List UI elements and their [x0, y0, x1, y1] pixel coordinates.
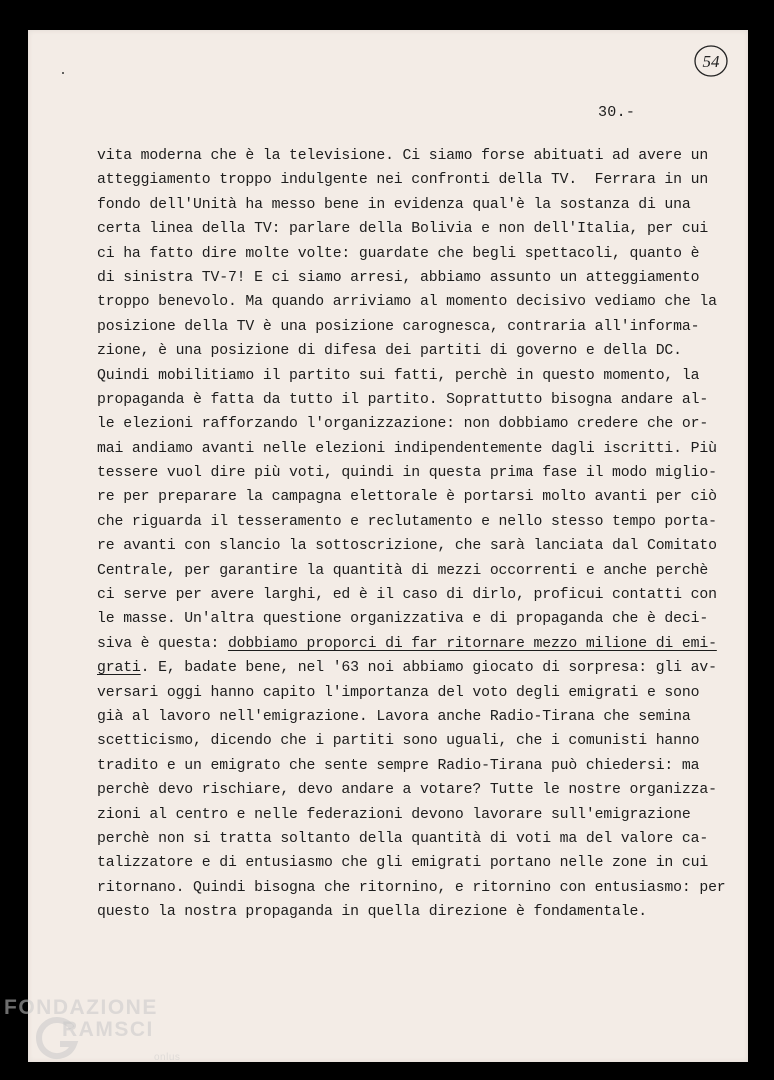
text-line: mai andiamo avanti nelle elezioni indipendentemente dagli iscritti. Più [97, 440, 717, 457]
text-line: ci serve per avere larghi, ed è il caso di dirlo, proficui contatti con [97, 587, 717, 604]
archive-number: 54 [702, 52, 720, 71]
text-line: già al lavoro nell'emigrazione. Lavora anche Radio-Tirana che semina [97, 708, 691, 725]
text-segment: siva è questa: [97, 635, 228, 652]
text-line: tessere vuol dire più voti, quindi in questa prima fase il modo miglio- [97, 465, 717, 482]
text-line: le elezioni rafforzando l'organizzazione: non dobbiamo credere che or- [97, 416, 709, 433]
text-line [97, 656, 717, 680]
text-line: atteggiamento troppo indulgente nei confronti della TV. Ferrara in un [97, 172, 709, 189]
underlined-text: grati [97, 660, 141, 677]
text-segment: . E, badate bene, nel '63 noi abbiamo giocato di sorpresa: gli av- [140, 660, 717, 677]
archive-number-stamp [692, 42, 730, 80]
text-line: re avanti con slancio la sottoscrizione, che sarà lanciata dal Comitato [97, 538, 717, 555]
text-line: ritornano. Quindi bisogna che ritornino, e ritornino con entusiasmo: per [97, 879, 726, 896]
text-line: certa linea della TV: parlare della Bolivia e non dell'Italia, per cui [97, 221, 709, 238]
paper-speck [62, 72, 64, 74]
text-line: re per preparare la campagna elettorale è portarsi molto avanti per ciò [97, 489, 717, 506]
text-line: zioni al centro e nelle federazioni devono lavorare sull'emigrazione [97, 806, 691, 823]
text-line: troppo benevolo. Ma quando arriviamo al momento decisivo vediamo che la [97, 294, 717, 311]
text-line: fondo dell'Unità ha messo bene in evidenza qual'è la sostanza di una [97, 196, 691, 213]
watermark-line-1: FONDAZIONE [4, 996, 158, 1019]
text-line: perchè devo rischiare, devo andare a votare? Tutte le nostre organizza- [97, 782, 717, 799]
text-line: ci ha fatto dire molte volte: guardate che begli spettacoli, quanto è [97, 245, 700, 262]
fondazione-gramsci-watermark [4, 996, 204, 1076]
text-line: vita moderna che è la televisione. Ci siamo forse abituati ad avere un [97, 148, 709, 164]
text-line: scetticismo, dicendo che i partiti sono uguali, che i comunisti hanno [97, 733, 700, 750]
text-line: tradito e un emigrato che sente sempre Radio-Tirana può chiedersi: ma [97, 757, 700, 774]
text-line: posizione della TV è una posizione carognesca, contraria all'informa- [97, 318, 700, 335]
watermark-line-2: RAMSCI [62, 1018, 154, 1041]
document-page [28, 30, 748, 1062]
text-line: di sinistra TV-7! E ci siamo arresi, abbiamo assunto un atteggiamento [97, 269, 700, 286]
text-line: propaganda è fatta da tutto il partito. Soprattutto bisogna andare al- [97, 391, 709, 408]
text-line: le masse. Un'altra questione organizzativa e di propaganda che è deci- [97, 611, 709, 628]
text-line: questo la nostra propaganda in quella direzione è fondamentale. [97, 904, 647, 921]
text-line: talizzatore e di entusiasmo che gli emigrati portano nelle zone in cui [97, 855, 709, 872]
circled-number-icon [692, 42, 730, 80]
text-line: Centrale, per garantire la quantità di mezzi occorrenti e anche perchè [97, 562, 709, 579]
text-line: Quindi mobilitiamo il partito sui fatti, perchè in questo momento, la [97, 367, 700, 384]
text-line: perchè non si tratta soltanto della quantità di voti ma del valore ca- [97, 830, 709, 847]
text-line: versari oggi hanno capito l'importanza del voto degli emigrati e sono [97, 684, 700, 701]
text-line: zione, è una posizione di difesa dei partiti di governo e della DC. [97, 343, 682, 360]
page-number: 30.- [598, 104, 636, 121]
text-line [97, 632, 717, 656]
text-line: che riguarda il tesseramento e reclutamento e nello stesso tempo porta- [97, 513, 717, 530]
typed-text-body [97, 144, 726, 925]
watermark-suffix: onlus [154, 1052, 181, 1063]
underlined-text: dobbiamo proporci di far ritornare mezzo milione di emi- [227, 635, 717, 652]
